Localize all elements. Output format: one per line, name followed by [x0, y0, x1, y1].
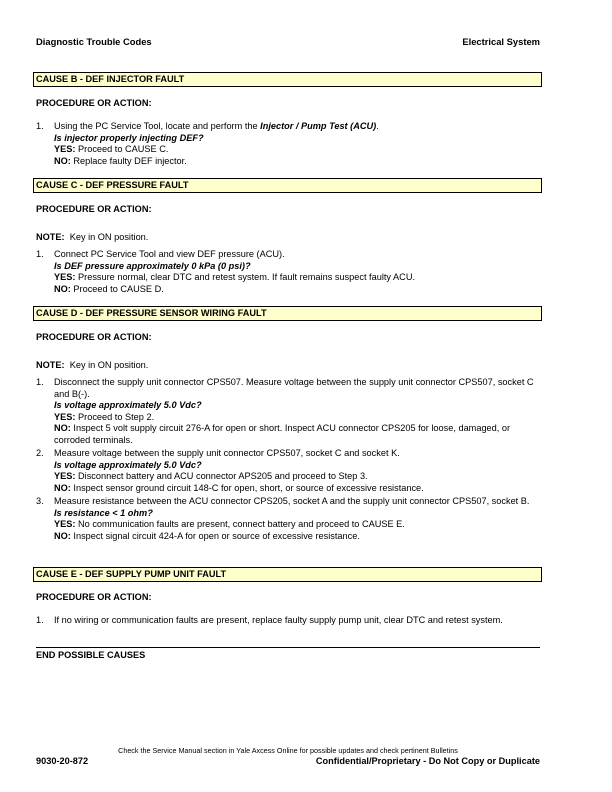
- no-text: Inspect sensor ground circuit 148-C for open, short, or source of excessive resistance.: [73, 482, 424, 493]
- cause-c-title: CAUSE C - DEF PRESSURE FAULT: [33, 178, 542, 193]
- step-text: Measure voltage between the supply unit connector CPS507, socket C and socket K.: [54, 448, 400, 458]
- cause-d-step-1: [36, 377, 541, 446]
- yes-text: Disconnect battery and ACU connector APS205 and proceed to Step 3.: [78, 471, 368, 481]
- yes-label: YES:: [54, 519, 76, 529]
- no-text: Proceed to CAUSE D.: [73, 283, 164, 294]
- section-header-right: Electrical System: [462, 36, 540, 47]
- step-text: Connect PC Service Tool and view DEF pressure (ACU).: [54, 249, 285, 259]
- cause-c-procedure-label: PROCEDURE OR ACTION:: [36, 204, 152, 214]
- note-text: Key in ON position.: [69, 360, 149, 370]
- step-number: 1.: [36, 377, 44, 387]
- divider-rule: [36, 647, 540, 648]
- cause-d-note: [36, 360, 148, 372]
- cause-d-title: CAUSE D - DEF PRESSURE SENSOR WIRING FAULT: [33, 306, 542, 321]
- step-text: Disconnect the supply unit connector CPS507. Measure voltage between the supply unit connector CPS507, socket C and B(-).: [54, 377, 534, 399]
- step-question: Is injector properly injecting DEF?: [54, 132, 204, 143]
- yes-text: Proceed to CAUSE C.: [78, 144, 169, 154]
- cause-c-step-1: [36, 249, 541, 295]
- page-number: 9030-20-872: [36, 756, 89, 766]
- step-number: 1.: [36, 121, 44, 131]
- cause-e-title: CAUSE E - DEF SUPPLY PUMP UNIT FAULT: [33, 567, 542, 582]
- step-text: Measure resistance between the ACU connector CPS205, socket A and the supply unit connector CPS507, socket B.: [54, 496, 530, 506]
- note-label: NOTE:: [36, 360, 65, 370]
- yes-text: Pressure normal, clear DTC and retest system. If fault remains suspect faulty ACU.: [78, 272, 416, 282]
- yes-text: Proceed to Step 2.: [78, 411, 155, 422]
- no-label: NO:: [54, 530, 71, 541]
- yes-label: YES:: [54, 471, 76, 481]
- cause-b-step-1: 1. Using the PC Service Tool, locate and perform the Injector / Pump Test (ACU). Is injector properly injecting DEF? YES: Proceed to CAUSE C. NO: Replace faulty DEF injector.: [36, 121, 541, 167]
- cause-b-title: CAUSE B - DEF INJECTOR FAULT: [33, 72, 542, 87]
- step-question: Is resistance < 1 ohm?: [54, 507, 153, 518]
- step-number: 2.: [36, 448, 44, 458]
- no-label: NO:: [54, 423, 71, 433]
- no-text: Inspect 5 volt supply circuit 276-A for open or short. Inspect ACU connector CPS205 for loose, damaged, or corroded terminals.: [54, 423, 511, 445]
- footer-note: Check the Service Manual section in Yale Axcess Online for possible updates and check pertinent Bulletins: [118, 746, 458, 755]
- step-number: 3.: [36, 496, 44, 506]
- cause-d-step-3: [36, 496, 541, 542]
- step-question: Is voltage approximately 5.0 Vdc?: [54, 400, 202, 410]
- yes-text: No communication faults are present, connect battery and proceed to CAUSE E.: [78, 519, 405, 529]
- cause-d-procedure-label: PROCEDURE OR ACTION:: [36, 332, 152, 342]
- step-text: If no wiring or communication faults are present, replace faulty supply pump unit, clear DTC and retest system.: [54, 615, 503, 625]
- no-label: NO:: [54, 482, 71, 493]
- yes-label: YES:: [54, 411, 76, 422]
- note-label: NOTE:: [36, 232, 65, 242]
- cause-d-step-2: [36, 448, 541, 494]
- cause-e-step-1: [36, 615, 541, 627]
- section-header-left: Diagnostic Trouble Codes: [36, 36, 152, 47]
- step-number: 1.: [36, 249, 44, 259]
- end-possible-causes: END POSSIBLE CAUSES: [36, 650, 146, 660]
- no-text: Replace faulty DEF injector.: [73, 155, 187, 166]
- yes-label: YES:: [54, 144, 76, 154]
- step-question: Is voltage approximately 5.0 Vdc?: [54, 459, 202, 470]
- test-name: Injector / Pump Test (ACU): [260, 121, 377, 131]
- yes-label: YES:: [54, 272, 76, 282]
- note-text: Key in ON position.: [69, 232, 149, 242]
- cause-e-procedure-label: PROCEDURE OR ACTION:: [36, 592, 152, 602]
- cause-c-note: [36, 232, 148, 244]
- step-text: Using the PC Service Tool, locate and perform the: [54, 121, 261, 131]
- no-label: NO:: [54, 283, 71, 294]
- step-question: Is DEF pressure approximately 0 kPa (0 psi)?: [54, 260, 251, 271]
- no-label: NO:: [54, 155, 71, 166]
- step-number: 1.: [36, 615, 44, 625]
- no-text: Inspect signal circuit 424-A for open or source of excessive resistance.: [73, 530, 360, 541]
- confidential-notice: Confidential/Proprietary - Do Not Copy or Duplicate: [315, 756, 540, 766]
- cause-b-procedure-label: PROCEDURE OR ACTION:: [36, 98, 152, 108]
